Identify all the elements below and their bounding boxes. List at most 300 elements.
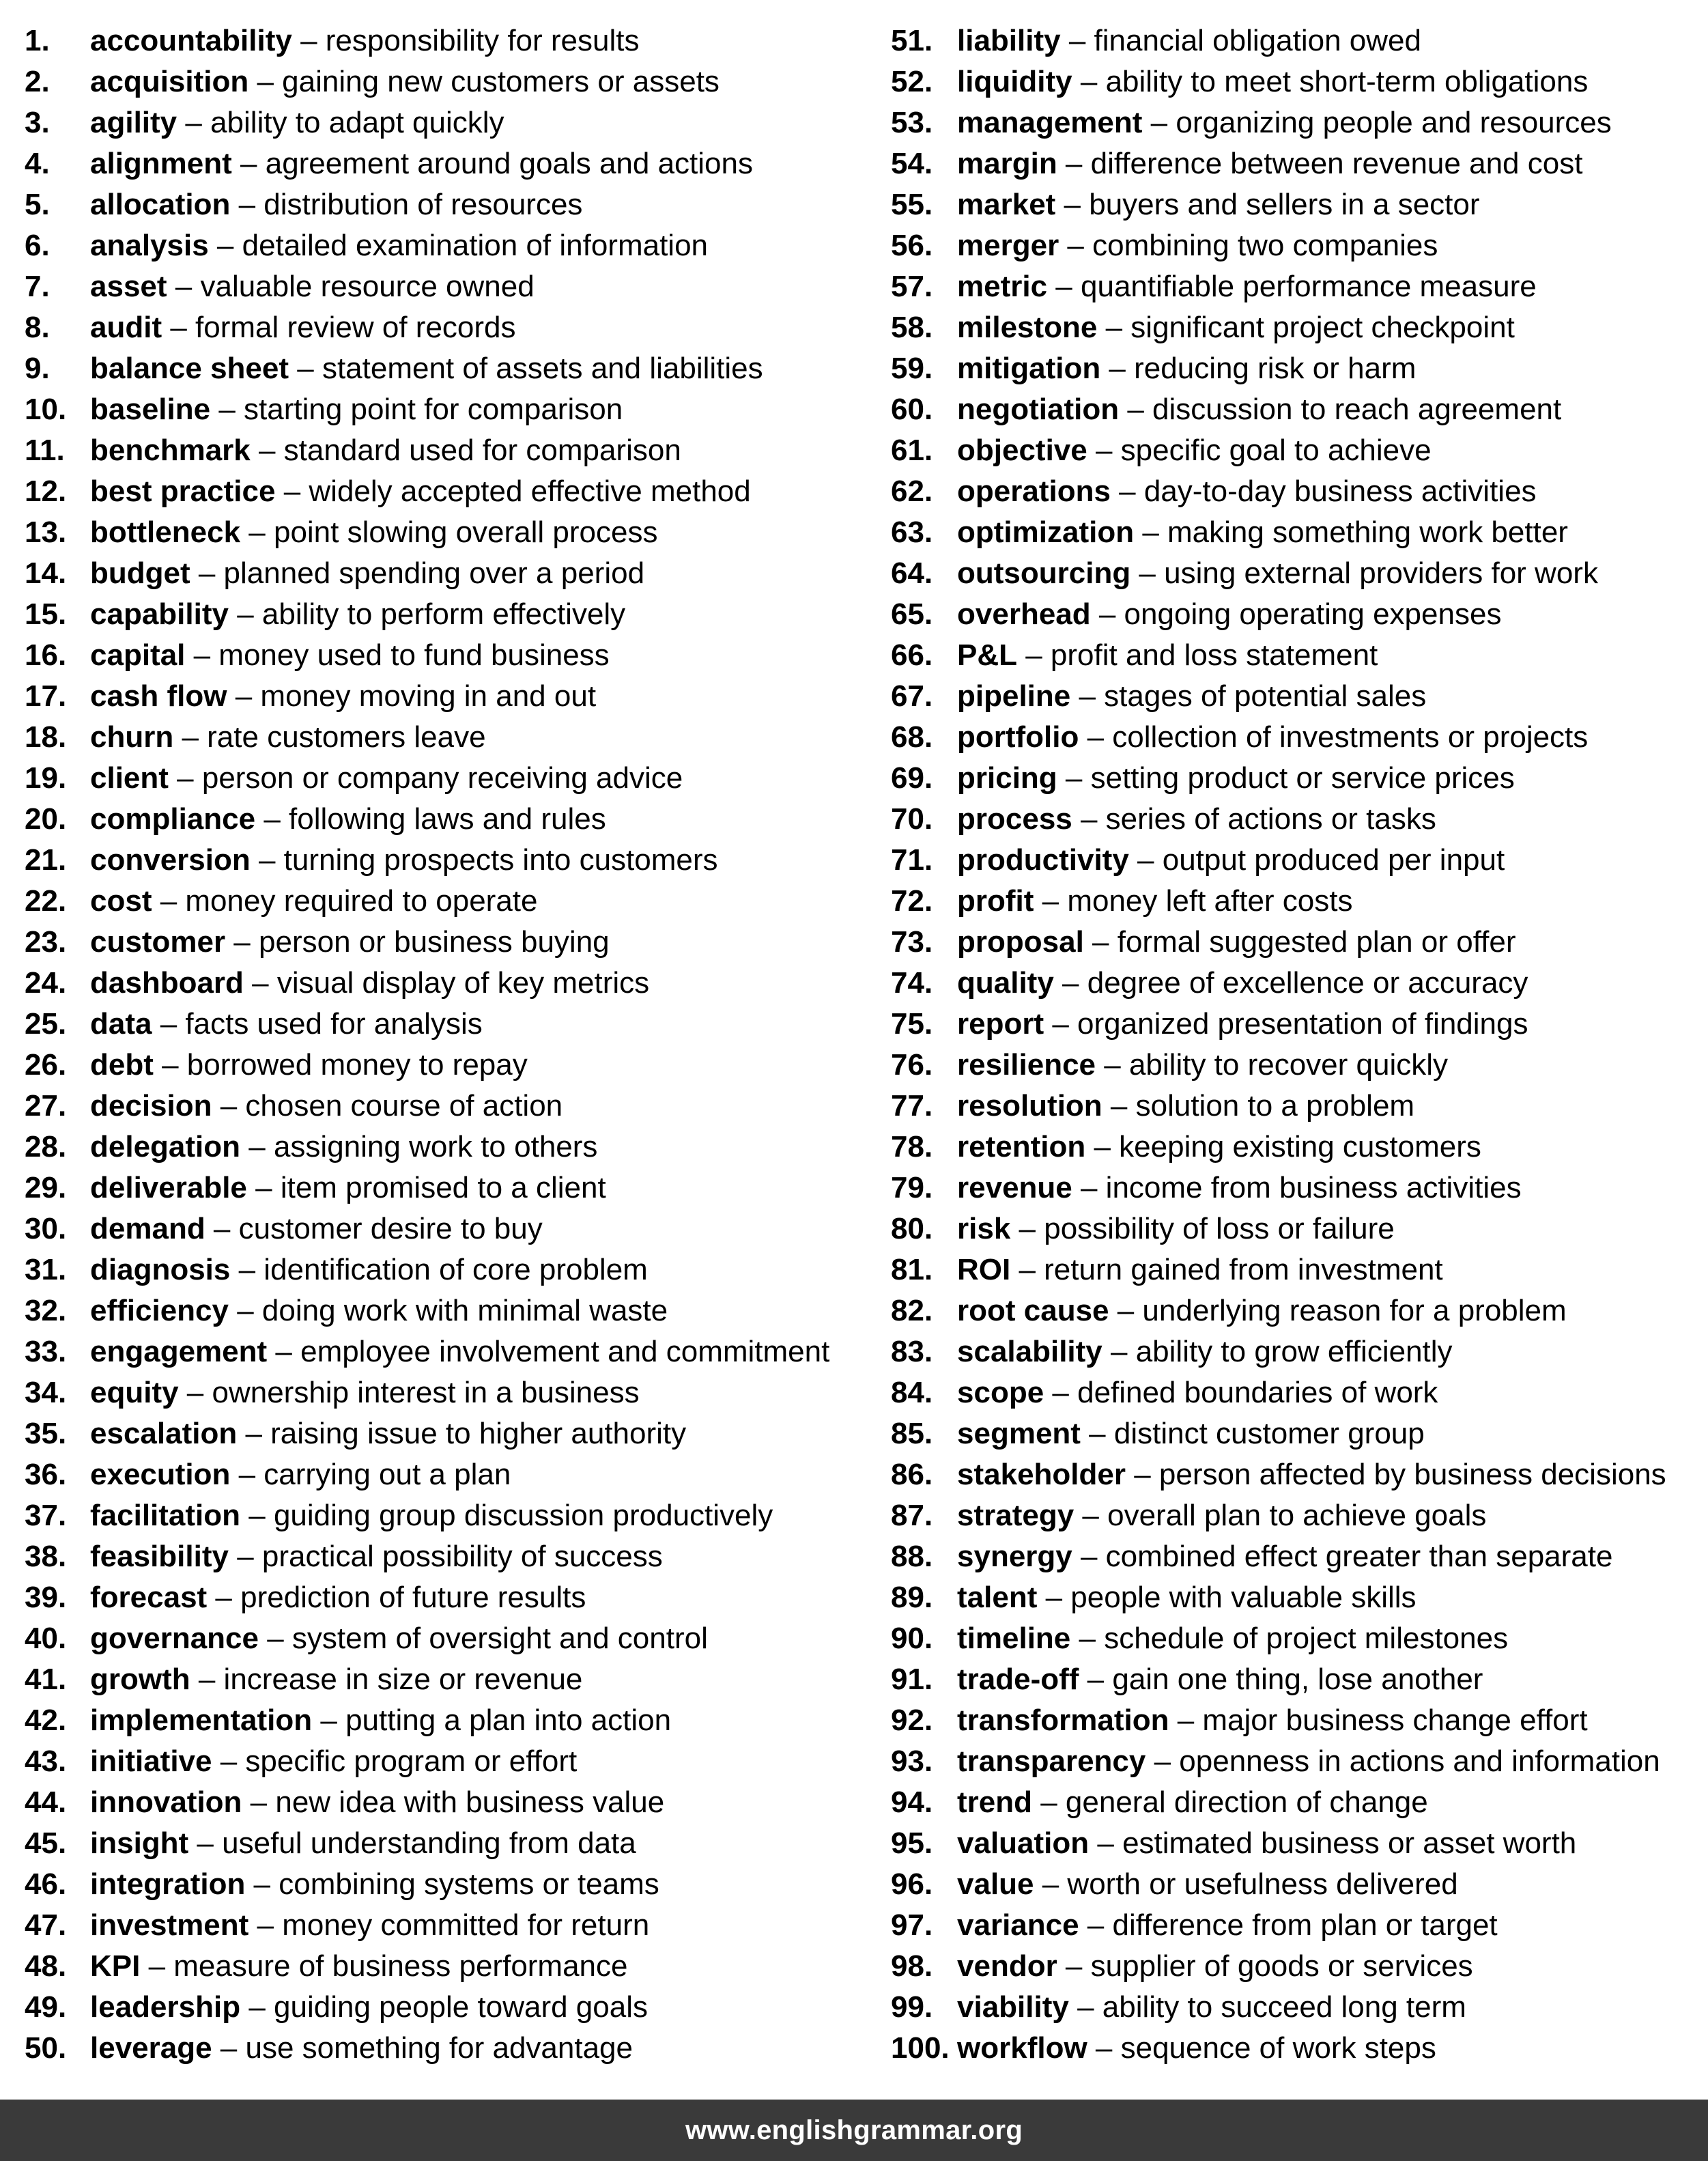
vocab-entry [25, 389, 857, 430]
entry-term: process [957, 802, 1072, 836]
vocab-entry [25, 676, 857, 717]
vocab-entry [891, 1045, 1703, 1086]
entry-definition: – point slowing overall process [240, 515, 658, 549]
entry-term: implementation [90, 1704, 313, 1737]
entry-definition: – person affected by business decisions [1125, 1458, 1666, 1491]
entry-term: alignment [90, 147, 232, 180]
vocab-entry [891, 1454, 1703, 1495]
entry-definition: – prediction of future results [207, 1581, 586, 1614]
entry-number: 34. [25, 1376, 67, 1409]
vocab-entry [25, 1249, 857, 1290]
entry-number: 91. [891, 1663, 933, 1696]
entry-definition: – formal suggested plan or offer [1083, 925, 1516, 959]
entry-term: mitigation [957, 352, 1101, 385]
entry-term: forecast [90, 1581, 208, 1614]
entry-definition: – person or business buying [225, 925, 610, 959]
entry-term: feasibility [90, 1540, 229, 1573]
entry-term: trade-off [957, 1663, 1079, 1696]
vocab-entry [25, 102, 857, 143]
vocab-entry [891, 1495, 1703, 1536]
entry-number: 27. [25, 1089, 67, 1122]
entry-definition: – money left after costs [1034, 884, 1353, 918]
vocab-entry [25, 1413, 857, 1454]
entry-term: efficiency [90, 1294, 229, 1327]
vocab-entry [891, 676, 1703, 717]
entry-number: 37. [25, 1499, 67, 1532]
vocab-entry [25, 430, 857, 471]
entry-term: stakeholder [957, 1458, 1126, 1491]
entry-number: 81. [891, 1253, 933, 1286]
entry-number: 18. [25, 720, 67, 754]
entry-definition: – starting point for comparison [210, 393, 623, 426]
entry-number: 9. [25, 352, 50, 385]
vocab-entry [25, 594, 857, 635]
vocab-entry [891, 963, 1703, 1004]
entry-term: bottleneck [90, 515, 241, 549]
entry-number: 63. [891, 515, 933, 549]
entry-number: 36. [25, 1458, 67, 1491]
entry-term: acquisition [90, 65, 249, 98]
entry-term: diagnosis [90, 1253, 231, 1286]
entry-definition: – day-to-day business activities [1110, 475, 1537, 508]
vocab-list-left [25, 20, 857, 2069]
vocab-entry [891, 1086, 1703, 1127]
entry-number: 8. [25, 311, 50, 344]
entry-definition: – specific program or effort [212, 1745, 578, 1778]
entry-number: 5. [25, 188, 50, 221]
vocab-entry [25, 184, 857, 225]
entry-term: data [90, 1007, 152, 1041]
entry-number: 13. [25, 515, 67, 549]
vocab-entry [891, 635, 1703, 676]
entry-number: 23. [25, 925, 67, 959]
vocab-entry [891, 799, 1703, 840]
entry-term: overhead [957, 597, 1091, 631]
entry-definition: – assigning work to others [240, 1130, 598, 1163]
vocab-entry [25, 840, 857, 881]
entry-definition: – buyers and sellers in a sector [1055, 188, 1480, 221]
entry-definition: – degree of excellence or accuracy [1053, 966, 1528, 1000]
entry-number: 47. [25, 1908, 67, 1942]
entry-definition: – doing work with minimal waste [228, 1294, 668, 1327]
entry-number: 88. [891, 1540, 933, 1573]
entry-definition: – ability to succeed long term [1068, 1990, 1466, 2024]
vocab-entry [891, 922, 1703, 963]
entry-term: growth [90, 1663, 190, 1696]
vocab-entry [891, 20, 1703, 61]
entry-number: 39. [25, 1581, 67, 1614]
entry-number: 55. [891, 188, 933, 221]
entry-definition: – defined boundaries of work [1044, 1376, 1438, 1409]
entry-definition: – solution to a problem [1102, 1089, 1415, 1122]
entry-definition: – system of oversight and control [258, 1622, 708, 1655]
entry-term: scalability [957, 1335, 1102, 1368]
entry-term: debt [90, 1048, 154, 1082]
entry-number: 95. [891, 1826, 933, 1860]
vocab-entry [25, 61, 857, 102]
entry-definition: – planned spending over a period [190, 556, 645, 590]
entry-term: variance [957, 1908, 1079, 1942]
entry-number: 57. [891, 270, 933, 303]
entry-term: pipeline [957, 679, 1071, 713]
entry-number: 74. [891, 966, 933, 1000]
vocab-entry [891, 471, 1703, 512]
entry-definition: – carrying out a plan [230, 1458, 511, 1491]
entry-definition: – difference between revenue and cost [1057, 147, 1583, 180]
footer-url[interactable]: www.englishgrammar.org [685, 2115, 1023, 2145]
vocab-entry [25, 635, 857, 676]
entry-term: insight [90, 1826, 189, 1860]
vocab-entry [25, 1168, 857, 1209]
entry-term: facilitation [90, 1499, 241, 1532]
entry-number: 85. [891, 1417, 933, 1450]
entry-definition: – employee involvement and commitment [267, 1335, 830, 1368]
entry-definition: – organizing people and resources [1142, 106, 1612, 139]
entry-definition: – gaining new customers or assets [248, 65, 720, 98]
entry-number: 68. [891, 720, 933, 754]
entry-number: 71. [891, 843, 933, 877]
vocab-entry [891, 1987, 1703, 2028]
entry-term: workflow [957, 2031, 1087, 2065]
entry-number: 1. [25, 24, 50, 57]
entry-number: 51. [891, 24, 933, 57]
entry-term: resolution [957, 1089, 1102, 1122]
entry-definition: – organized presentation of findings [1044, 1007, 1528, 1041]
entry-definition: – overall plan to achieve goals [1074, 1499, 1487, 1532]
vocab-entry [891, 1782, 1703, 1823]
entry-definition: – using external providers for work [1130, 556, 1598, 590]
entry-term: compliance [90, 802, 256, 836]
entry-term: engagement [90, 1335, 268, 1368]
vocab-entry [891, 553, 1703, 594]
entry-term: management [957, 106, 1143, 139]
vocab-entry [891, 389, 1703, 430]
entry-term: allocation [90, 188, 231, 221]
entry-term: conversion [90, 843, 251, 877]
entry-term: deliverable [90, 1171, 247, 1204]
vocab-entry [25, 1987, 857, 2028]
vocab-entry [891, 1249, 1703, 1290]
entry-term: cost [90, 884, 152, 918]
entry-term: operations [957, 475, 1111, 508]
vocab-entry [25, 143, 857, 184]
entry-definition: – difference from plan or target [1079, 1908, 1498, 1942]
entry-definition: – stages of potential sales [1070, 679, 1427, 713]
entry-number: 54. [891, 147, 933, 180]
entry-term: profit [957, 884, 1034, 918]
entry-number: 79. [891, 1171, 933, 1204]
entry-definition: – return gained from investment [1010, 1253, 1443, 1286]
entry-term: governance [90, 1622, 259, 1655]
entry-number: 94. [891, 1785, 933, 1819]
entry-term: leadership [90, 1990, 241, 2024]
entry-term: talent [957, 1581, 1038, 1614]
entry-definition: – people with valuable skills [1037, 1581, 1417, 1614]
vocab-entry [891, 717, 1703, 758]
entry-term: segment [957, 1417, 1081, 1450]
vocab-entry [891, 1864, 1703, 1905]
entry-term: root cause [957, 1294, 1109, 1327]
entry-definition: – ability to recover quickly [1096, 1048, 1449, 1082]
vocab-entry [891, 2028, 1703, 2069]
entry-term: transformation [957, 1704, 1169, 1737]
entry-number: 75. [891, 1007, 933, 1041]
vocab-entry [25, 1004, 857, 1045]
entry-definition: – borrowed money to repay [153, 1048, 528, 1082]
vocab-entry [891, 840, 1703, 881]
entry-definition: – agreement around goals and actions [231, 147, 753, 180]
vocab-entry [25, 225, 857, 266]
vocab-entry [891, 1905, 1703, 1946]
entry-definition: – output produced per input [1128, 843, 1505, 877]
vocab-entry [25, 512, 857, 553]
entry-definition: – sequence of work steps [1087, 2031, 1436, 2065]
entry-number: 97. [891, 1908, 933, 1942]
entry-term: market [957, 188, 1056, 221]
entry-number: 77. [891, 1089, 933, 1122]
entry-definition: – setting product or service prices [1057, 761, 1515, 795]
vocab-entry [25, 471, 857, 512]
vocab-entry [25, 1741, 857, 1782]
entry-number: 92. [891, 1704, 933, 1737]
entry-term: decision [90, 1089, 212, 1122]
entry-number: 44. [25, 1785, 67, 1819]
entry-number: 78. [891, 1130, 933, 1163]
entry-number: 53. [891, 106, 933, 139]
entry-term: innovation [90, 1785, 242, 1819]
entry-term: budget [90, 556, 190, 590]
vocab-entry [25, 1454, 857, 1495]
entry-term: cash flow [90, 679, 227, 713]
entry-term: investment [90, 1908, 249, 1942]
entry-definition: – ability to meet short-term obligations [1072, 65, 1589, 98]
entry-definition: – specific goal to achieve [1087, 434, 1432, 467]
vocab-entry [25, 922, 857, 963]
entry-number: 16. [25, 638, 67, 672]
vocab-entry [25, 963, 857, 1004]
entry-number: 84. [891, 1376, 933, 1409]
entry-term: client [90, 761, 169, 795]
entry-number: 30. [25, 1212, 67, 1245]
entry-number: 61. [891, 434, 933, 467]
entry-definition: – schedule of project milestones [1070, 1622, 1509, 1655]
entry-number: 58. [891, 311, 933, 344]
entry-number: 65. [891, 597, 933, 631]
entry-definition: – profit and loss statement [1017, 638, 1378, 672]
entry-term: milestone [957, 311, 1098, 344]
entry-definition: – general direction of change [1032, 1785, 1428, 1819]
vocab-entry [891, 1946, 1703, 1987]
entry-definition: – money moving in and out [227, 679, 597, 713]
entry-definition: – distinct customer group [1080, 1417, 1425, 1450]
entry-definition: – visual display of key metrics [243, 966, 650, 1000]
entry-term: metric [957, 270, 1048, 303]
entry-definition: – rate customers leave [173, 720, 486, 754]
vocab-entry [25, 266, 857, 307]
vocab-entry [25, 799, 857, 840]
entry-term: liability [957, 24, 1061, 57]
entry-definition: – ability to grow efficiently [1102, 1335, 1453, 1368]
entry-number: 14. [25, 556, 67, 590]
entry-number: 89. [891, 1581, 933, 1614]
entry-definition: – collection of investments or projects [1079, 720, 1589, 754]
entry-term: liquidity [957, 65, 1072, 98]
vocab-list-right [891, 20, 1703, 2069]
entry-term: baseline [90, 393, 211, 426]
entry-number: 93. [891, 1745, 933, 1778]
footer-bar [0, 2100, 1708, 2161]
entry-term: risk [957, 1212, 1011, 1245]
entry-number: 67. [891, 679, 933, 713]
entry-term: KPI [90, 1949, 141, 1983]
vocab-entry [891, 1577, 1703, 1618]
entry-term: equity [90, 1376, 179, 1409]
entry-term: synergy [957, 1540, 1072, 1573]
entry-definition: – combining two companies [1059, 229, 1438, 262]
vocab-entry [891, 1823, 1703, 1864]
entry-number: 29. [25, 1171, 67, 1204]
entry-definition: – worth or usefulness delivered [1034, 1867, 1458, 1901]
entry-definition: – measure of business performance [140, 1949, 628, 1983]
entry-number: 22. [25, 884, 67, 918]
vocab-entry [891, 1168, 1703, 1209]
entry-number: 90. [891, 1622, 933, 1655]
vocab-entry [25, 1209, 857, 1249]
entry-term: optimization [957, 515, 1135, 549]
vocab-entry [25, 758, 857, 799]
entry-definition: – chosen course of action [212, 1089, 563, 1122]
vocab-entry [25, 1577, 857, 1618]
entry-definition: – item promised to a client [246, 1171, 606, 1204]
vocab-entry [25, 1331, 857, 1372]
vocab-entry [25, 1045, 857, 1086]
vocab-entry [25, 1864, 857, 1905]
entry-number: 76. [891, 1048, 933, 1082]
entry-definition: – widely accepted effective method [275, 475, 751, 508]
vocab-entry [25, 1127, 857, 1168]
entry-definition: – valuable resource owned [167, 270, 535, 303]
entry-definition: – major business change effort [1169, 1704, 1588, 1737]
entry-definition: – distribution of resources [230, 188, 583, 221]
entry-term: scope [957, 1376, 1044, 1409]
entry-number: 60. [891, 393, 933, 426]
entry-number: 17. [25, 679, 67, 713]
entry-definition: – facts used for analysis [152, 1007, 483, 1041]
entry-definition: – practical possibility of success [228, 1540, 663, 1573]
entry-term: objective [957, 434, 1087, 467]
entry-number: 99. [891, 1990, 933, 2024]
entry-number: 19. [25, 761, 67, 795]
entry-term: portfolio [957, 720, 1079, 754]
vocab-entry [25, 1290, 857, 1331]
entry-number: 49. [25, 1990, 67, 2024]
vocab-entry [891, 1127, 1703, 1168]
entry-number: 10. [25, 393, 67, 426]
vocab-entry [891, 1413, 1703, 1454]
entry-definition: – standard used for comparison [250, 434, 681, 467]
entry-term: ROI [957, 1253, 1011, 1286]
entry-term: benchmark [90, 434, 251, 467]
entry-number: 11. [25, 434, 65, 467]
entry-definition: – guiding group discussion productively [240, 1499, 773, 1532]
vocab-entry [891, 102, 1703, 143]
vocab-entry [891, 1331, 1703, 1372]
entry-definition: – openness in actions and information [1145, 1745, 1660, 1778]
entry-definition: – turning prospects into customers [250, 843, 718, 877]
entry-number: 62. [891, 475, 933, 508]
entry-definition: – raising issue to higher authority [237, 1417, 687, 1450]
entry-term: valuation [957, 1826, 1090, 1860]
entry-definition: – ownership interest in a business [178, 1376, 640, 1409]
vocab-entry [25, 881, 857, 922]
entry-definition: – significant project checkpoint [1097, 311, 1515, 344]
entry-number: 66. [891, 638, 933, 672]
entry-number: 21. [25, 843, 67, 877]
entry-definition: – combined effect greater than separate [1072, 1540, 1613, 1573]
vocab-entry [891, 1700, 1703, 1741]
entry-definition: – gain one thing, lose another [1079, 1663, 1483, 1696]
entry-definition: – estimated business or asset worth [1089, 1826, 1577, 1860]
entry-term: vendor [957, 1949, 1057, 1983]
entry-number: 15. [25, 597, 67, 631]
entry-number: 72. [891, 884, 933, 918]
entry-term: value [957, 1867, 1034, 1901]
entry-term: customer [90, 925, 226, 959]
entry-definition: – money used to fund business [185, 638, 610, 672]
entry-definition: – formal review of records [162, 311, 516, 344]
entry-number: 86. [891, 1458, 933, 1491]
entry-term: capability [90, 597, 229, 631]
entry-number: 2. [25, 65, 50, 98]
entry-definition: – responsibility for results [291, 24, 640, 57]
vocab-entry [891, 1618, 1703, 1659]
entry-number: 3. [25, 106, 50, 139]
entry-definition: – keeping existing customers [1085, 1130, 1481, 1163]
entry-term: dashboard [90, 966, 244, 1000]
vocab-entry [891, 1372, 1703, 1413]
entry-number: 98. [891, 1949, 933, 1983]
entry-term: agility [90, 106, 177, 139]
entry-term: P&L [957, 638, 1017, 672]
vocab-entry [891, 758, 1703, 799]
entry-term: balance sheet [90, 352, 289, 385]
entry-number: 59. [891, 352, 933, 385]
vocab-entry [891, 881, 1703, 922]
entry-definition: – use something for advantage [212, 2031, 633, 2065]
vocab-entry [891, 184, 1703, 225]
entry-definition: – quantifiable performance measure [1047, 270, 1537, 303]
entry-definition: – ability to adapt quickly [177, 106, 504, 139]
entry-term: asset [90, 270, 167, 303]
entry-term: report [957, 1007, 1044, 1041]
entry-term: retention [957, 1130, 1086, 1163]
vocab-entry [25, 553, 857, 594]
vocab-entry [891, 594, 1703, 635]
vocab-entry [25, 1782, 857, 1823]
entry-number: 50. [25, 2031, 67, 2065]
entry-term: best practice [90, 475, 276, 508]
entry-definition: – possibility of loss or failure [1010, 1212, 1395, 1245]
entry-number: 43. [25, 1745, 67, 1778]
vocab-entry [891, 307, 1703, 348]
entry-number: 83. [891, 1335, 933, 1368]
vocab-entry [891, 143, 1703, 184]
entry-definition: – money required to operate [152, 884, 538, 918]
vocab-entry [25, 1946, 857, 1987]
entry-number: 31. [25, 1253, 67, 1286]
entry-number: 41. [25, 1663, 67, 1696]
entry-definition: – increase in size or revenue [190, 1663, 583, 1696]
